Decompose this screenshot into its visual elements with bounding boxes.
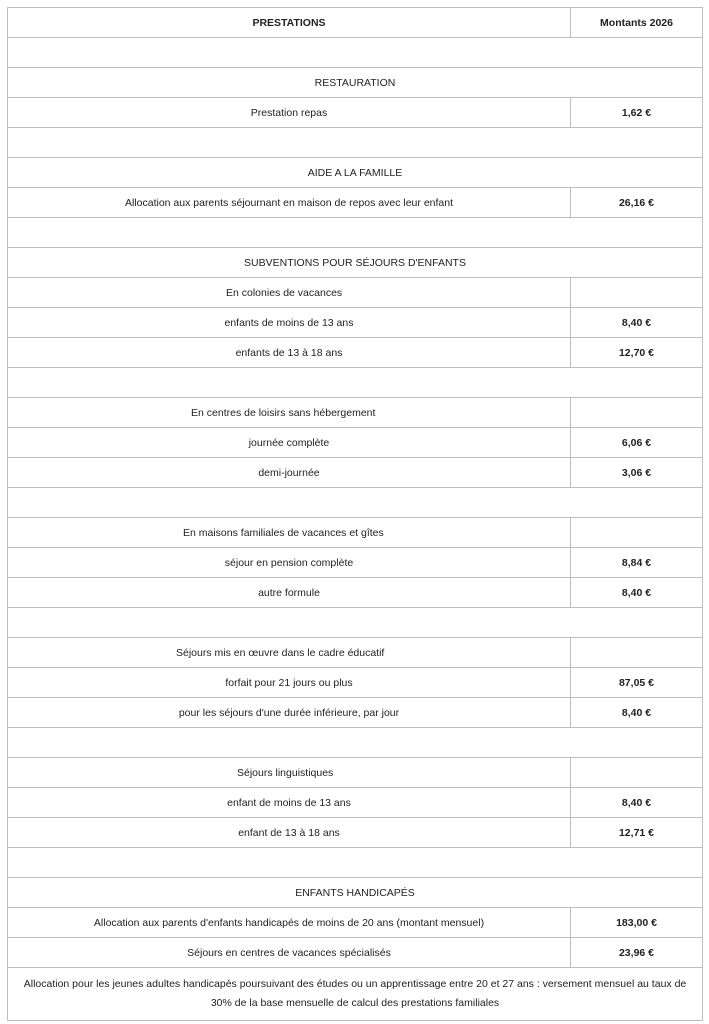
header-montants: Montants 2026 bbox=[571, 8, 703, 38]
group-label-row bbox=[8, 278, 703, 308]
section-title-restauration: RESTAURATION bbox=[8, 68, 703, 98]
spacer-cell bbox=[8, 368, 703, 398]
row-label: pour les séjours d'une durée inférieure, par jour bbox=[8, 698, 571, 728]
row-label: Allocation aux parents séjournant en maison de repos avec leur enfant bbox=[8, 188, 571, 218]
table-row bbox=[8, 548, 703, 578]
table-row bbox=[8, 788, 703, 818]
group-label: En centres de loisirs sans hébergement bbox=[191, 406, 376, 419]
section-title-sejours: SUBVENTIONS POUR SÉJOURS D'ENFANTS bbox=[8, 248, 703, 278]
table-row bbox=[8, 308, 703, 338]
spacer-cell bbox=[8, 218, 703, 248]
group-label: Séjours linguistiques bbox=[237, 766, 334, 779]
row-label: autre formule bbox=[8, 578, 571, 608]
row-label: forfait pour 21 jours ou plus bbox=[8, 668, 571, 698]
note-cell: Allocation pour les jeunes adultes handicapés poursuivant des études ou un apprentissage entre 20 et 27 ans : versement mensuel au taux de 30% de la base mensuelle de calcul des prestations familiales bbox=[8, 968, 703, 1021]
group-label-cell bbox=[8, 758, 571, 788]
group-label-cell bbox=[8, 518, 571, 548]
row-amount: 12,70 € bbox=[571, 338, 703, 368]
spacer-cell bbox=[8, 128, 703, 158]
row-amount: 26,16 € bbox=[571, 188, 703, 218]
row-amount: 6,06 € bbox=[571, 428, 703, 458]
table-row bbox=[8, 698, 703, 728]
spacer-cell bbox=[8, 848, 703, 878]
group-label-row bbox=[8, 758, 703, 788]
row-amount: 183,00 € bbox=[571, 908, 703, 938]
table-row bbox=[8, 818, 703, 848]
note-row bbox=[8, 968, 703, 1021]
section-title-row bbox=[8, 878, 703, 908]
group-label-cell bbox=[8, 398, 571, 428]
table-header-row bbox=[8, 8, 703, 38]
row-label: Séjours en centres de vacances spécialisés bbox=[8, 938, 571, 968]
row-label: Prestation repas bbox=[8, 98, 571, 128]
table-row bbox=[8, 668, 703, 698]
empty-amount-cell bbox=[571, 398, 703, 428]
benefits-table bbox=[7, 7, 703, 1021]
group-label: En maisons familiales de vacances et gîtes bbox=[183, 526, 384, 539]
group-label-cell bbox=[8, 638, 571, 668]
section-title-row bbox=[8, 68, 703, 98]
spacer-row bbox=[8, 848, 703, 878]
row-amount: 8,40 € bbox=[571, 788, 703, 818]
row-label: séjour en pension complète bbox=[8, 548, 571, 578]
group-label-cell bbox=[8, 278, 571, 308]
spacer-cell bbox=[8, 728, 703, 758]
spacer-row bbox=[8, 38, 703, 68]
row-label: journée complète bbox=[8, 428, 571, 458]
row-amount: 12,71 € bbox=[571, 818, 703, 848]
spacer-row bbox=[8, 488, 703, 518]
table-row bbox=[8, 338, 703, 368]
group-label: En colonies de vacances bbox=[226, 286, 343, 299]
row-label: enfants de 13 à 18 ans bbox=[8, 338, 571, 368]
table-row bbox=[8, 938, 703, 968]
table-row bbox=[8, 428, 703, 458]
empty-amount-cell bbox=[571, 278, 703, 308]
spacer-cell bbox=[8, 608, 703, 638]
spacer-row bbox=[8, 608, 703, 638]
empty-amount-cell bbox=[571, 518, 703, 548]
row-label: Allocation aux parents d'enfants handicapés de moins de 20 ans (montant mensuel) bbox=[8, 908, 571, 938]
spacer-row bbox=[8, 368, 703, 398]
header-prestations: PRESTATIONS bbox=[8, 8, 571, 38]
group-label-row bbox=[8, 638, 703, 668]
row-label: enfant de moins de 13 ans bbox=[8, 788, 571, 818]
group-label-row bbox=[8, 398, 703, 428]
table-row bbox=[8, 98, 703, 128]
section-title-row bbox=[8, 158, 703, 188]
row-label: demi-journée bbox=[8, 458, 571, 488]
benefits-table-container bbox=[7, 7, 702, 1021]
row-amount: 8,40 € bbox=[571, 308, 703, 338]
group-label: Séjours mis en œuvre dans le cadre éducatif bbox=[176, 646, 385, 659]
row-amount: 8,84 € bbox=[571, 548, 703, 578]
empty-amount-cell bbox=[571, 758, 703, 788]
section-title-row bbox=[8, 248, 703, 278]
row-label: enfants de moins de 13 ans bbox=[8, 308, 571, 338]
group-label-row bbox=[8, 518, 703, 548]
row-label: enfant de 13 à 18 ans bbox=[8, 818, 571, 848]
row-amount: 1,62 € bbox=[571, 98, 703, 128]
row-amount: 87,05 € bbox=[571, 668, 703, 698]
spacer-row bbox=[8, 218, 703, 248]
section-title-aide-famille: AIDE A LA FAMILLE bbox=[8, 158, 703, 188]
section-title-handicapes: ENFANTS HANDICAPÉS bbox=[8, 878, 703, 908]
empty-amount-cell bbox=[571, 638, 703, 668]
spacer-cell bbox=[8, 38, 703, 68]
table-row bbox=[8, 578, 703, 608]
spacer-row bbox=[8, 128, 703, 158]
table-row bbox=[8, 188, 703, 218]
row-amount: 23,96 € bbox=[571, 938, 703, 968]
row-amount: 8,40 € bbox=[571, 698, 703, 728]
row-amount: 8,40 € bbox=[571, 578, 703, 608]
table-row bbox=[8, 458, 703, 488]
row-amount: 3,06 € bbox=[571, 458, 703, 488]
table-row bbox=[8, 908, 703, 938]
spacer-cell bbox=[8, 488, 703, 518]
spacer-row bbox=[8, 728, 703, 758]
